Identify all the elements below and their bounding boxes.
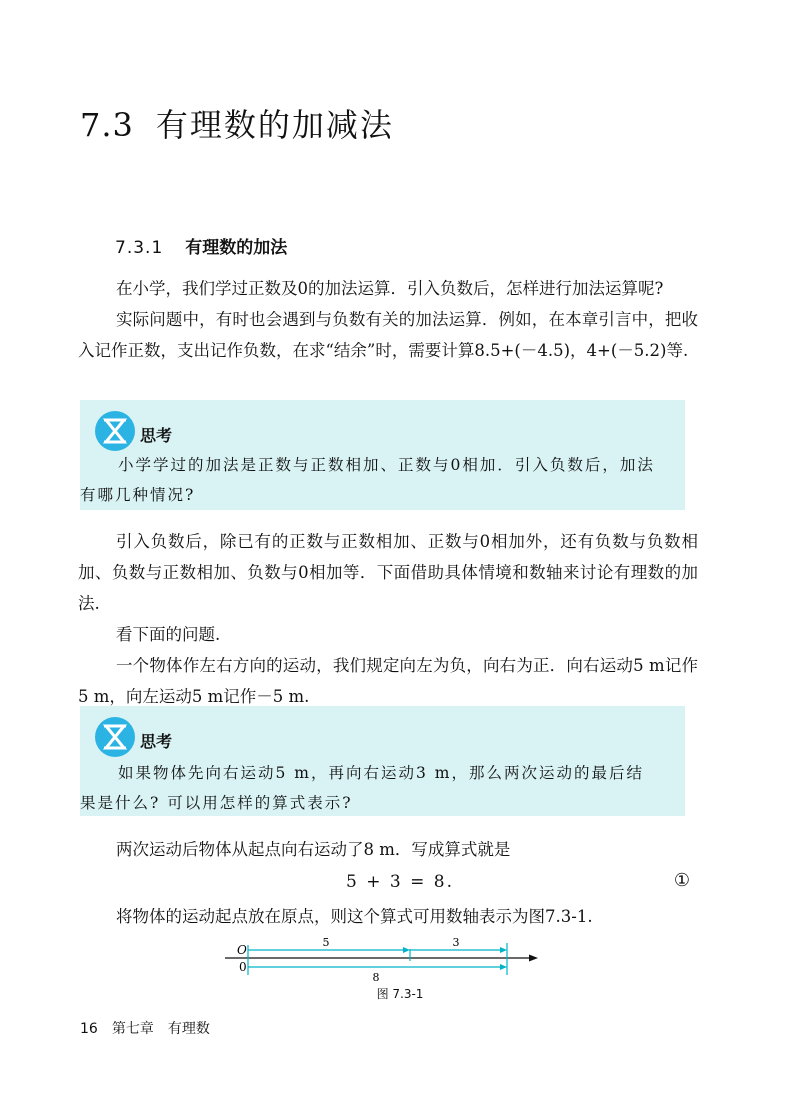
section-title [80, 100, 394, 146]
segment-3-head [500, 947, 507, 953]
think-icon [94, 410, 136, 452]
zero-label: 0 [239, 960, 247, 974]
think-label-1: 思考 [140, 425, 173, 445]
think-box-2 [80, 706, 685, 816]
paragraph-motion: 一个物体作左右方向的运动，我们规定向左为负，向右为正．向右运动5 m记作5 m，向左运动5 m记作－5 m. [78, 656, 698, 706]
subsection-number: 7.3.1 [115, 238, 164, 258]
paragraph-example: 实际问题中，有时也会遇到与负数有关的加法运算．例如，在本章引言中，把收入记作正数，支出记作负数，在求“结余”时，需要计算8.5+(－4.5)，4+(－5.2)等. [78, 310, 698, 360]
total-8-label: 8 [372, 971, 380, 984]
section-number: 7.3 [80, 106, 134, 144]
total-8-head [500, 964, 507, 970]
origin-label: O [237, 943, 247, 957]
think-icon [94, 716, 136, 758]
think-box-1 [80, 400, 685, 510]
segment-3-label: 3 [452, 936, 460, 949]
subsection-title [115, 233, 287, 258]
chapter-label: 第七章 [111, 1021, 154, 1037]
chapter-title: 有理数 [167, 1021, 210, 1037]
page-number: 16 [80, 1021, 98, 1037]
think-header-2 [94, 716, 172, 758]
subsection-title-text: 有理数的加法 [185, 238, 288, 258]
think-header-1 [94, 410, 172, 452]
think-label-2: 思考 [140, 731, 173, 751]
think-text-1: 小学学过的加法是正数与正数相加、正数与0相加．引入负数后，加法有哪几种情况? [80, 456, 655, 504]
axis-arrow [529, 955, 538, 962]
formula: 5 + 3 = 8. [346, 872, 454, 892]
figure-caption: 图 7.3-1 [376, 987, 424, 1001]
paragraph-result: 两次运动后物体从起点向右运动了8 m．写成算式就是 [116, 840, 511, 859]
paragraph-look: 看下面的问题. [116, 625, 221, 644]
section-title-text: 有理数的加减法 [155, 106, 394, 144]
page-footer [80, 1018, 210, 1038]
paragraph-cases: 引入负数后，除已有的正数与正数相加、正数与0相加外，还有负数与负数相加、负数与正数相加、负数与0相加等．下面借助具体情境和数轴来讨论有理数的加法. [78, 532, 698, 613]
think-text-2: 如果物体先向右运动5 m，再向右运动3 m，那么两次运动的最后结果是什么? 可以用怎样的算式表示? [80, 764, 644, 812]
number-line-figure [220, 935, 550, 985]
segment-5-head [403, 947, 410, 953]
paragraph-axis: 将物体的运动起点放在原点，则这个算式可用数轴表示为图7.3-1. [116, 907, 593, 926]
paragraph-intro: 在小学，我们学过正数及0的加法运算．引入负数后，怎样进行加法运算呢? [116, 279, 664, 298]
formula-mark: ① [673, 870, 690, 891]
segment-5-label: 5 [322, 936, 330, 949]
